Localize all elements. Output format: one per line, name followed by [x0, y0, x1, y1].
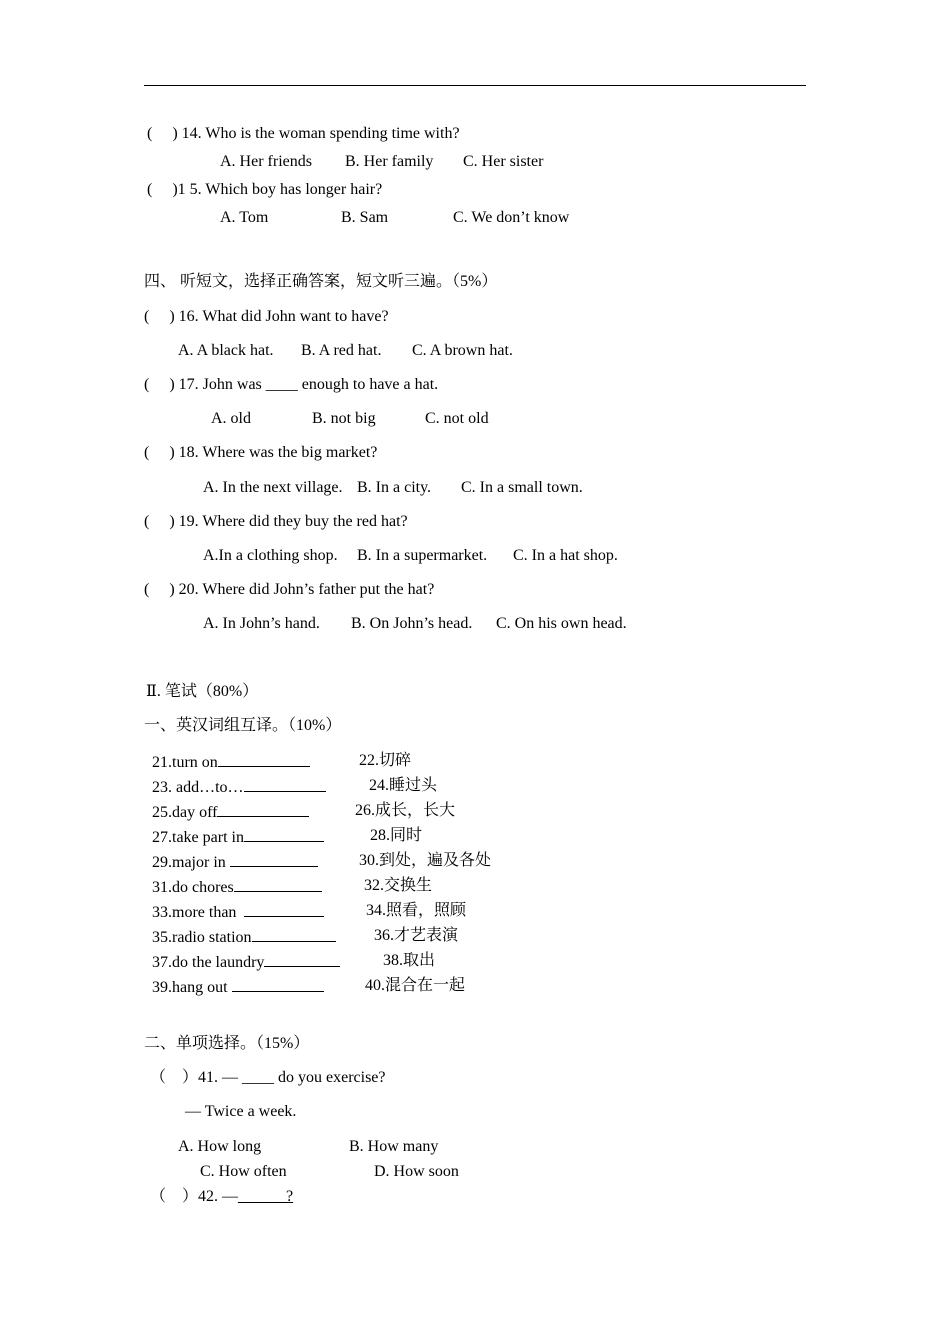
q41-answer: — Twice a week. [185, 1103, 297, 1120]
q41-option-d: D. How soon [374, 1163, 459, 1180]
q41-option-a: A. How long [178, 1138, 262, 1155]
phrase-34: 34.照看，照顾 [366, 902, 467, 919]
q14-option-b: B. Her family [345, 153, 434, 170]
q16-option-a: A. A black hat. [178, 342, 274, 359]
phrase-29: 29.major in [152, 851, 318, 873]
q17-option-b: B. not big [312, 410, 376, 427]
phrase-30: 30.到处，遍及各处 [359, 852, 492, 869]
q19-option-c: C. In a hat shop. [513, 547, 618, 564]
q20-option-c: C. On his own head. [496, 615, 627, 632]
q15-option-a: A. Tom [220, 209, 269, 226]
q20-option-b: B. On John’s head. [351, 615, 473, 632]
question-20: ( ) 20. Where did John’s father put the hat? [144, 581, 435, 598]
phrase-31: 31.do chores [152, 876, 322, 898]
q15-option-b: B. Sam [341, 209, 389, 226]
q17-option-a: A. old [211, 410, 251, 427]
question-42: （ ）42. —______? [150, 1188, 294, 1205]
question-41: （ ）41. — ____ do you exercise? [150, 1069, 386, 1086]
q41-option-b: B. How many [349, 1138, 439, 1155]
phrase-24: 24.睡过头 [369, 777, 438, 794]
question-16: ( ) 16. What did John want to have? [144, 308, 389, 325]
question-18: ( ) 18. Where was the big market? [144, 444, 378, 461]
phrase-21: 21.turn on [152, 751, 310, 773]
header-rule [144, 85, 806, 86]
part1-title: 一、英汉词组互译。（10%） [144, 717, 342, 734]
q19-option-a: A.In a clothing shop. [203, 547, 338, 564]
q14-option-a: A. Her friends [220, 153, 312, 170]
q18-option-a: A. In the next village. [203, 479, 343, 496]
q14-option-c: C. Her sister [463, 153, 544, 170]
phrase-37: 37.do the laundry [152, 951, 340, 973]
phrase-23: 23. add…to… [152, 776, 326, 798]
part2-title: 二、单项选择。（15%） [144, 1035, 310, 1052]
phrase-22: 22.切碎 [359, 752, 412, 769]
question-14: ( ) 14. Who is the woman spending time with? [147, 125, 460, 142]
phrase-27: 27.take part in [152, 826, 324, 848]
q16-option-c: C. A brown hat. [412, 342, 513, 359]
section-4-title: 四、 听短文，选择正确答案，短文听三遍。（5%） [144, 273, 498, 290]
q16-option-b: B. A red hat. [301, 342, 382, 359]
q15-option-c: C. We don’t know [453, 209, 570, 226]
question-15: ( )1 5. Which boy has longer hair? [147, 181, 383, 198]
q18-option-c: C. In a small town. [461, 479, 583, 496]
q41-option-c: C. How often [200, 1163, 287, 1180]
phrase-39: 39.hang out [152, 976, 324, 998]
phrase-25: 25.day off [152, 801, 309, 823]
phrase-28: 28.同时 [370, 827, 423, 844]
phrase-33: 33.more than [152, 901, 324, 923]
phrase-40: 40.混合在一起 [365, 977, 466, 994]
written-section-title: Ⅱ. 笔试（80%） [146, 683, 259, 700]
phrase-35: 35.radio station [152, 926, 336, 948]
phrase-32: 32.交换生 [364, 877, 433, 894]
phrase-26: 26.成长，长大 [355, 802, 456, 819]
q19-option-b: B. In a supermarket. [357, 547, 488, 564]
question-17: ( ) 17. John was ____ enough to have a hat. [144, 376, 439, 393]
phrase-38: 38.取出 [383, 952, 436, 969]
q18-option-b: B. In a city. [357, 479, 432, 496]
q20-option-a: A. In John’s hand. [203, 615, 320, 632]
question-19: ( ) 19. Where did they buy the red hat? [144, 513, 408, 530]
q17-option-c: C. not old [425, 410, 489, 427]
phrase-36: 36.才艺表演 [374, 927, 459, 944]
